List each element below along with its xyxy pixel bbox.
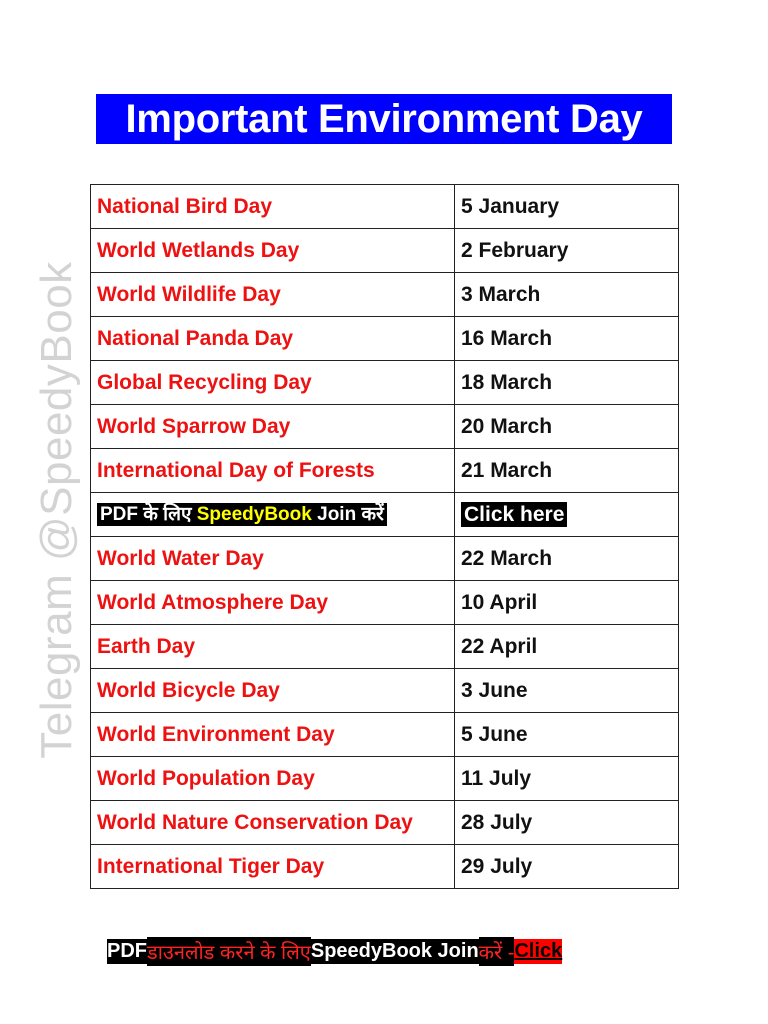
day-name: National Bird Day — [91, 185, 455, 229]
table-row — [91, 229, 679, 273]
day-date: 3 March — [455, 273, 679, 317]
table-row — [91, 845, 679, 889]
day-name: World Population Day — [91, 757, 455, 801]
footer-pdf: PDF — [107, 939, 147, 962]
day-date: 21 March — [455, 449, 679, 493]
promo-prefix: PDF के लिए — [100, 504, 197, 525]
table-row — [91, 361, 679, 405]
promo-cell[interactable] — [91, 493, 455, 537]
day-name: World Environment Day — [91, 713, 455, 757]
footer-hindi-text: डाउनलोड करने के लिए — [147, 937, 311, 966]
day-date: 10 April — [455, 581, 679, 625]
day-name: World Wildlife Day — [91, 273, 455, 317]
day-date: 16 March — [455, 317, 679, 361]
day-date: 5 June — [455, 713, 679, 757]
page-title: Important Environment Day — [125, 97, 643, 141]
table-row — [91, 801, 679, 845]
day-date: 18 March — [455, 361, 679, 405]
title-banner — [96, 94, 672, 144]
day-name: Global Recycling Day — [91, 361, 455, 405]
table-row — [91, 537, 679, 581]
footer-join-text: करें - — [479, 937, 515, 966]
environment-days-table — [90, 184, 679, 889]
promo-brand: SpeedyBook — [196, 504, 312, 525]
table-row — [91, 449, 679, 493]
day-date: 3 June — [455, 669, 679, 713]
telegram-watermark: Telegram @SpeedyBook — [32, 261, 81, 759]
day-name: World Water Day — [91, 537, 455, 581]
footer-brand: SpeedyBook Join — [310, 939, 479, 962]
click-here-link[interactable]: Click here — [461, 502, 567, 527]
day-name: World Bicycle Day — [91, 669, 455, 713]
day-date: 20 March — [455, 405, 679, 449]
table-row — [91, 273, 679, 317]
day-date: 29 July — [455, 845, 679, 889]
table-row — [91, 713, 679, 757]
table-row — [91, 625, 679, 669]
day-name: International Day of Forests — [91, 449, 455, 493]
day-name: World Wetlands Day — [91, 229, 455, 273]
table-row — [91, 757, 679, 801]
day-date: 22 April — [455, 625, 679, 669]
promo-suffix: Join करें — [311, 504, 384, 525]
table-row — [91, 669, 679, 713]
day-name: World Nature Conservation Day — [91, 801, 455, 845]
day-date: 28 July — [455, 801, 679, 845]
table-row — [91, 317, 679, 361]
table-row — [91, 405, 679, 449]
day-date: 11 July — [455, 757, 679, 801]
day-name: National Panda Day — [91, 317, 455, 361]
day-name: World Sparrow Day — [91, 405, 455, 449]
day-date: 5 January — [455, 185, 679, 229]
day-date: 2 February — [455, 229, 679, 273]
table-row — [91, 185, 679, 229]
promo-text[interactable] — [97, 503, 387, 526]
day-date: 22 March — [455, 537, 679, 581]
day-name: Earth Day — [91, 625, 455, 669]
day-name: World Atmosphere Day — [91, 581, 455, 625]
promo-link-cell[interactable] — [455, 493, 679, 537]
table-row — [91, 581, 679, 625]
footer-download-link[interactable] — [107, 938, 562, 964]
footer-click-button[interactable]: Click — [514, 939, 563, 962]
promo-row — [91, 493, 679, 537]
day-name: International Tiger Day — [91, 845, 455, 889]
